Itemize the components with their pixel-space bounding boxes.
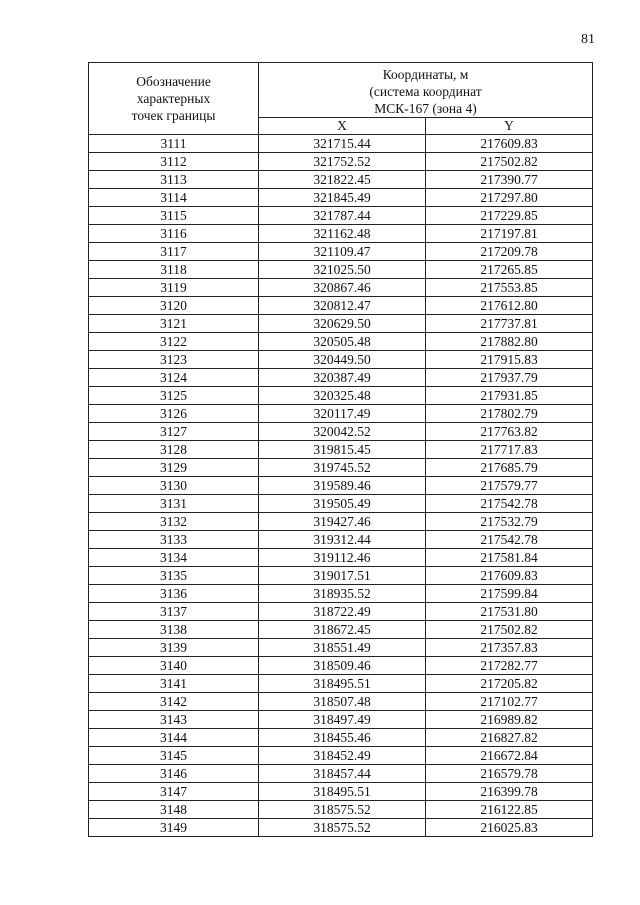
cell-y: 216399.78 bbox=[426, 783, 593, 801]
cell-y: 217229.85 bbox=[426, 207, 593, 225]
cell-y: 217209.78 bbox=[426, 243, 593, 261]
cell-point-id: 3134 bbox=[89, 549, 259, 567]
header-x: X bbox=[259, 118, 426, 135]
cell-x: 319815.45 bbox=[259, 441, 426, 459]
cell-x: 318935.52 bbox=[259, 585, 426, 603]
cell-point-id: 3119 bbox=[89, 279, 259, 297]
table-row bbox=[89, 351, 593, 369]
table-row bbox=[89, 801, 593, 819]
cell-x: 318507.48 bbox=[259, 693, 426, 711]
table-body bbox=[89, 135, 593, 837]
cell-x: 321715.44 bbox=[259, 135, 426, 153]
cell-x: 318575.52 bbox=[259, 801, 426, 819]
cell-y: 217599.84 bbox=[426, 585, 593, 603]
cell-x: 320449.50 bbox=[259, 351, 426, 369]
cell-point-id: 3112 bbox=[89, 153, 259, 171]
cell-y: 217685.79 bbox=[426, 459, 593, 477]
cell-point-id: 3127 bbox=[89, 423, 259, 441]
table-row bbox=[89, 423, 593, 441]
cell-x: 318457.44 bbox=[259, 765, 426, 783]
cell-y: 217532.79 bbox=[426, 513, 593, 531]
cell-point-id: 3145 bbox=[89, 747, 259, 765]
cell-x: 318455.46 bbox=[259, 729, 426, 747]
cell-point-id: 3125 bbox=[89, 387, 259, 405]
cell-point-id: 3142 bbox=[89, 693, 259, 711]
cell-x: 320505.48 bbox=[259, 333, 426, 351]
table-row bbox=[89, 747, 593, 765]
cell-x: 318551.49 bbox=[259, 639, 426, 657]
table-row bbox=[89, 567, 593, 585]
cell-y: 216025.83 bbox=[426, 819, 593, 837]
cell-point-id: 3131 bbox=[89, 495, 259, 513]
cell-x: 319427.46 bbox=[259, 513, 426, 531]
cell-point-id: 3120 bbox=[89, 297, 259, 315]
table-row bbox=[89, 585, 593, 603]
cell-y: 217502.82 bbox=[426, 153, 593, 171]
table-row bbox=[89, 333, 593, 351]
table-row bbox=[89, 657, 593, 675]
cell-y: 217531.80 bbox=[426, 603, 593, 621]
cell-x: 321845.49 bbox=[259, 189, 426, 207]
cell-point-id: 3138 bbox=[89, 621, 259, 639]
cell-y: 217542.78 bbox=[426, 495, 593, 513]
table-row bbox=[89, 693, 593, 711]
table-row bbox=[89, 513, 593, 531]
cell-y: 216672.84 bbox=[426, 747, 593, 765]
cell-y: 217612.80 bbox=[426, 297, 593, 315]
table-row bbox=[89, 495, 593, 513]
cell-point-id: 3144 bbox=[89, 729, 259, 747]
cell-x: 321787.44 bbox=[259, 207, 426, 225]
cell-y: 216122.85 bbox=[426, 801, 593, 819]
cell-point-id: 3137 bbox=[89, 603, 259, 621]
cell-x: 321162.48 bbox=[259, 225, 426, 243]
cell-y: 217737.81 bbox=[426, 315, 593, 333]
cell-y: 217265.85 bbox=[426, 261, 593, 279]
table-row bbox=[89, 297, 593, 315]
table-row bbox=[89, 189, 593, 207]
cell-y: 217915.83 bbox=[426, 351, 593, 369]
cell-point-id: 3135 bbox=[89, 567, 259, 585]
cell-y: 217553.85 bbox=[426, 279, 593, 297]
table-row bbox=[89, 621, 593, 639]
cell-y: 217282.77 bbox=[426, 657, 593, 675]
cell-x: 320117.49 bbox=[259, 405, 426, 423]
table-row bbox=[89, 135, 593, 153]
table-row bbox=[89, 243, 593, 261]
cell-y: 217882.80 bbox=[426, 333, 593, 351]
table-row bbox=[89, 225, 593, 243]
cell-y: 216989.82 bbox=[426, 711, 593, 729]
cell-y: 217763.82 bbox=[426, 423, 593, 441]
cell-x: 318497.49 bbox=[259, 711, 426, 729]
cell-x: 318575.52 bbox=[259, 819, 426, 837]
table-row bbox=[89, 711, 593, 729]
cell-y: 217542.78 bbox=[426, 531, 593, 549]
cell-point-id: 3128 bbox=[89, 441, 259, 459]
cell-point-id: 3115 bbox=[89, 207, 259, 225]
cell-point-id: 3139 bbox=[89, 639, 259, 657]
header-y: Y bbox=[426, 118, 593, 135]
cell-y: 217390.77 bbox=[426, 171, 593, 189]
cell-x: 318495.51 bbox=[259, 783, 426, 801]
table-row bbox=[89, 369, 593, 387]
cell-point-id: 3122 bbox=[89, 333, 259, 351]
cell-x: 321025.50 bbox=[259, 261, 426, 279]
cell-y: 217579.77 bbox=[426, 477, 593, 495]
cell-y: 217581.84 bbox=[426, 549, 593, 567]
table-row bbox=[89, 441, 593, 459]
cell-y: 217609.83 bbox=[426, 567, 593, 585]
cell-x: 318452.49 bbox=[259, 747, 426, 765]
cell-y: 217802.79 bbox=[426, 405, 593, 423]
cell-x: 318495.51 bbox=[259, 675, 426, 693]
cell-point-id: 3126 bbox=[89, 405, 259, 423]
cell-x: 320867.46 bbox=[259, 279, 426, 297]
cell-point-id: 3124 bbox=[89, 369, 259, 387]
table-row bbox=[89, 387, 593, 405]
cell-point-id: 3136 bbox=[89, 585, 259, 603]
cell-point-id: 3140 bbox=[89, 657, 259, 675]
cell-y: 217937.79 bbox=[426, 369, 593, 387]
cell-y: 217197.81 bbox=[426, 225, 593, 243]
table-row bbox=[89, 207, 593, 225]
table-row bbox=[89, 531, 593, 549]
table-row bbox=[89, 171, 593, 189]
cell-point-id: 3121 bbox=[89, 315, 259, 333]
cell-x: 319505.49 bbox=[259, 495, 426, 513]
cell-y: 217717.83 bbox=[426, 441, 593, 459]
cell-x: 319745.52 bbox=[259, 459, 426, 477]
cell-point-id: 3149 bbox=[89, 819, 259, 837]
cell-point-id: 3123 bbox=[89, 351, 259, 369]
cell-x: 319112.46 bbox=[259, 549, 426, 567]
header-coordinates: Координаты, м (система координат МСК-167 (зона 4) bbox=[259, 63, 593, 118]
cell-point-id: 3114 bbox=[89, 189, 259, 207]
cell-x: 319312.44 bbox=[259, 531, 426, 549]
table-row bbox=[89, 405, 593, 423]
page-number: 81 bbox=[581, 32, 595, 47]
table-row bbox=[89, 459, 593, 477]
table-row bbox=[89, 783, 593, 801]
table-row bbox=[89, 315, 593, 333]
cell-y: 217297.80 bbox=[426, 189, 593, 207]
table-row bbox=[89, 279, 593, 297]
table-row bbox=[89, 261, 593, 279]
cell-x: 318672.45 bbox=[259, 621, 426, 639]
cell-x: 320387.49 bbox=[259, 369, 426, 387]
cell-point-id: 3116 bbox=[89, 225, 259, 243]
cell-point-id: 3111 bbox=[89, 135, 259, 153]
table-row bbox=[89, 639, 593, 657]
table-row bbox=[89, 819, 593, 837]
cell-x: 321109.47 bbox=[259, 243, 426, 261]
table-row bbox=[89, 477, 593, 495]
cell-point-id: 3148 bbox=[89, 801, 259, 819]
cell-y: 217205.82 bbox=[426, 675, 593, 693]
cell-point-id: 3143 bbox=[89, 711, 259, 729]
cell-point-id: 3133 bbox=[89, 531, 259, 549]
cell-y: 216827.82 bbox=[426, 729, 593, 747]
cell-x: 320325.48 bbox=[259, 387, 426, 405]
cell-y: 217502.82 bbox=[426, 621, 593, 639]
cell-x: 320042.52 bbox=[259, 423, 426, 441]
cell-y: 217357.83 bbox=[426, 639, 593, 657]
cell-point-id: 3146 bbox=[89, 765, 259, 783]
cell-point-id: 3118 bbox=[89, 261, 259, 279]
table-row bbox=[89, 549, 593, 567]
cell-point-id: 3113 bbox=[89, 171, 259, 189]
cell-point-id: 3141 bbox=[89, 675, 259, 693]
cell-point-id: 3117 bbox=[89, 243, 259, 261]
table-row bbox=[89, 675, 593, 693]
cell-point-id: 3129 bbox=[89, 459, 259, 477]
cell-x: 318722.49 bbox=[259, 603, 426, 621]
table-row bbox=[89, 765, 593, 783]
cell-x: 320812.47 bbox=[259, 297, 426, 315]
cell-x: 321752.52 bbox=[259, 153, 426, 171]
header-designation: Обозначение характерных точек границы bbox=[89, 63, 259, 135]
cell-y: 217609.83 bbox=[426, 135, 593, 153]
cell-x: 319017.51 bbox=[259, 567, 426, 585]
coordinates-table bbox=[88, 62, 593, 837]
cell-y: 217102.77 bbox=[426, 693, 593, 711]
cell-y: 216579.78 bbox=[426, 765, 593, 783]
cell-x: 318509.46 bbox=[259, 657, 426, 675]
cell-point-id: 3147 bbox=[89, 783, 259, 801]
cell-point-id: 3132 bbox=[89, 513, 259, 531]
cell-y: 217931.85 bbox=[426, 387, 593, 405]
cell-point-id: 3130 bbox=[89, 477, 259, 495]
table-row bbox=[89, 603, 593, 621]
cell-x: 321822.45 bbox=[259, 171, 426, 189]
table-row bbox=[89, 153, 593, 171]
cell-x: 320629.50 bbox=[259, 315, 426, 333]
cell-x: 319589.46 bbox=[259, 477, 426, 495]
table-row bbox=[89, 729, 593, 747]
